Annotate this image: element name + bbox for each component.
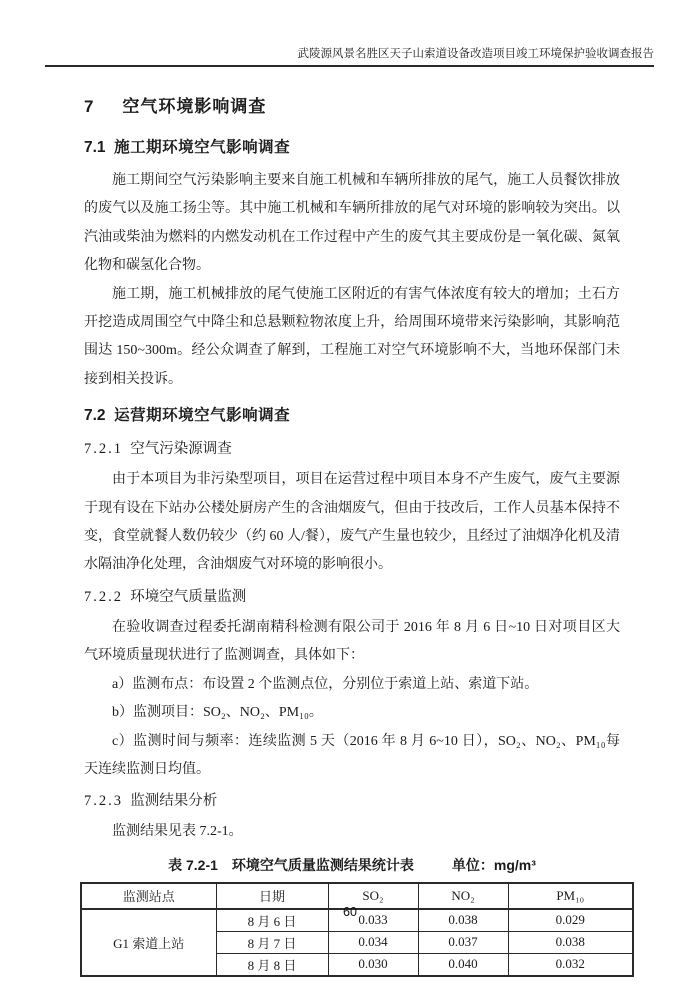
cell-date: 8 月 7 日 [216,931,328,953]
col-header-pm10: PM₁₀ [508,883,633,909]
air-quality-table [80,882,634,977]
document-body [84,84,620,977]
section-heading-7-1 [84,135,620,157]
col-header-station: 监测站点 [81,883,216,909]
cell-date: 8 月 8 日 [216,953,328,976]
table-caption: 表 7.2-1 环境空气质量监测结果统计表 [168,856,414,873]
list-item-a-monitoring-points: a）监测布点：布设置 2 个监测点位，分别位于索道上站、索道下站。 [112,676,539,692]
cell-pm10-value: 0.032 [508,953,633,976]
paragraph-construction-impact: 施工期，施工机械排放的尾气使施工区附近的有害气体浓度有较大的增加；土石方开挖造成周围空气中降尘和总悬颗粒物浓度上升，给周围环境带来污染影响，其影响范围达 150~300m。经公众调查了解到，工程施工对空气环境影响不大，当地环保部门未接到相关投诉。 [84,286,620,387]
section-number: 7.1 [84,139,106,156]
col-header-so2: SO₂ [328,883,418,909]
section-number: 7.2 [84,407,106,425]
section-heading-7-2 [84,403,620,425]
section-heading-7 [84,92,620,117]
section-heading-7-2-1 [84,435,620,463]
section-heading-7-2-2 [84,583,620,611]
section-number: 7.2.2 [84,588,123,605]
cell-no2-value: 0.037 [418,931,508,953]
section-heading-7-2-3 [84,787,620,815]
cell-date: 8 月 6 日 [216,909,328,932]
paragraph-construction-sources: 施工期间空气污染影响主要来自施工机械和车辆所排放的尾气，施工人员餐饮排放的废气以及施工扬尘等。其中施工机械和车辆所排放的尾气对环境的影响较为突出。以汽油或柴油为燃料的内燃发动机在工作过程中产生的废气其主要成份是一氧化碳、氮氧化物和碳氢化合物。 [84,173,620,274]
section-number: 7.2.3 [84,793,123,810]
section-title: 施工期环境空气影响调查 [114,139,291,156]
paragraph-operation-sources: 由于本项目为非污染型项目，项目在运营过程中项目本身不产生废气，废气主要源于现有设在下站办公楼处厨房产生的含油烟废气，但由于技改后，工作人员基本保持不变，食堂就餐人数仍较少（约 60 人/餐），废气产生量也较少，且经过了油烟净化机及清水隔油净化处理，含油烟废气对环境的影响很小。 [84,472,620,573]
cell-station-name: G1 索道上站 [81,909,216,976]
cell-pm10-value: 0.029 [508,909,633,932]
section-title: 空气环境影响调查 [122,97,267,116]
section-title: 环境空气质量监测 [130,588,247,605]
list-item-b-monitoring-items: b）监测项目：SO₂、NO₂、PM₁₀。 [112,705,323,721]
cell-so2-value: 0.034 [328,931,418,953]
cell-no2-value: 0.040 [418,953,508,976]
section-number: 7 [84,97,94,116]
list-item-c-monitoring-frequency: c）监测时间与频率：连续监测 5 天（2016 年 8 月 6~10 日），SO₂、NO₂、PM₁₀每天连续监测日均值。 [84,733,620,777]
cell-no2-value: 0.038 [418,909,508,932]
running-header-title: 武陵源风景名胜区天子山索道设备改造项目竣工环境保护验收调查报告 [297,48,654,60]
col-header-date: 日期 [216,883,328,909]
paragraph-monitoring-intro: 在验收调查过程委托湖南精科检测有限公司于 2016 年 8 月 6 日~10 日对项目区大气环境质量现状进行了监测调查，具体如下： [84,619,620,664]
section-title: 监测结果分析 [130,793,218,810]
paragraph-results-reference: 监测结果见表 7.2-1。 [112,824,243,840]
cell-so2-value: 0.033 [328,909,418,932]
running-header [45,46,654,67]
page-number: 60 [343,905,357,919]
section-title: 空气污染源调查 [130,441,232,458]
section-title: 运营期环境空气影响调查 [114,407,291,425]
section-number: 7.2.1 [84,441,123,458]
table-unit-label: 单位：mg/m³ [451,856,536,873]
table-caption-row [84,855,620,875]
cell-so2-value: 0.030 [328,953,418,976]
cell-pm10-value: 0.038 [508,931,633,953]
col-header-no2: NO₂ [418,883,508,909]
